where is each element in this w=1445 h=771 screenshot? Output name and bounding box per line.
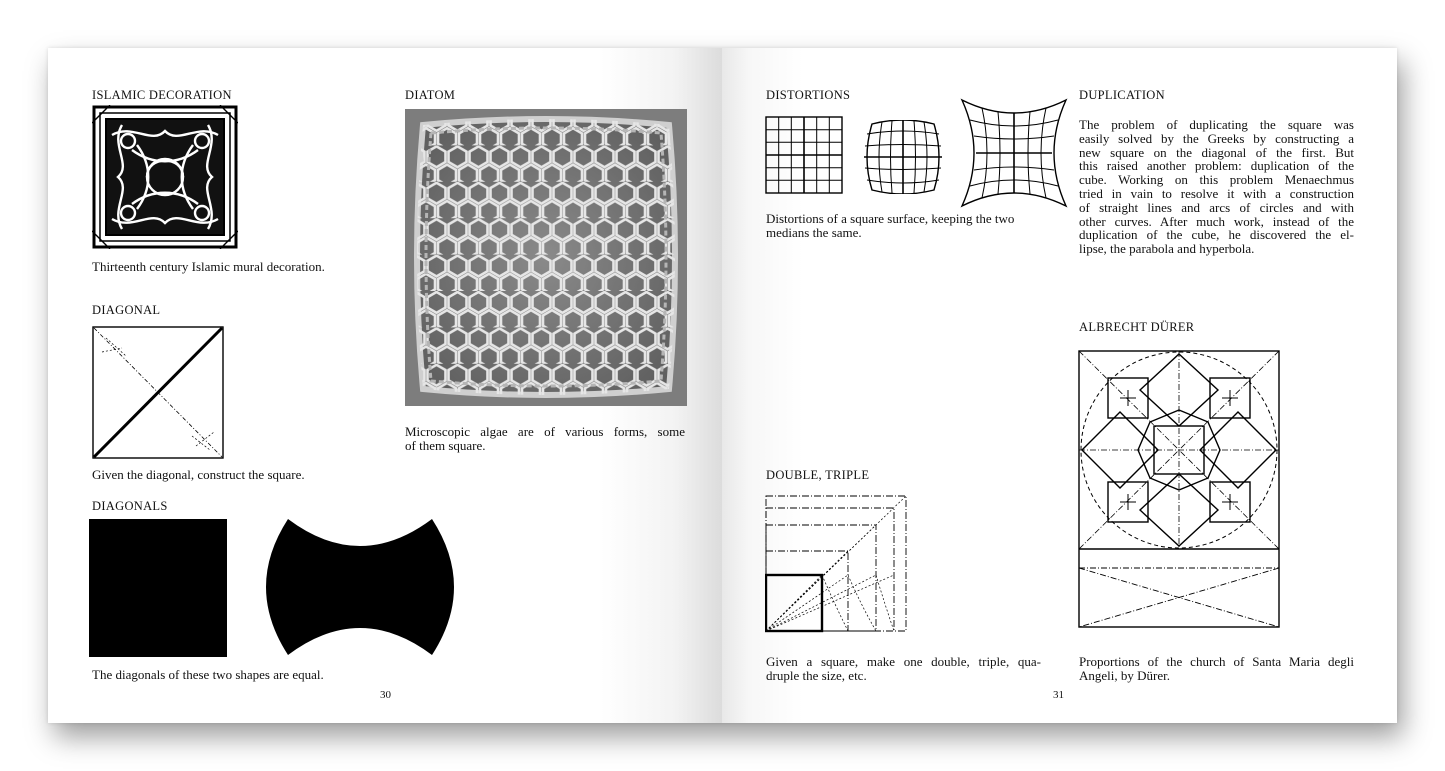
durer-caption-line1: Proportions of the church of Santa Maria degli xyxy=(1079,654,1354,669)
book-spread xyxy=(48,48,1397,723)
distortions-heading: DISTORTIONS xyxy=(766,88,851,102)
diatom-caption-line1: Microscopic algae are of various forms, some xyxy=(405,424,685,439)
duplication-line: this raised another problem: duplication of the xyxy=(1079,158,1354,174)
durer-caption-line2: Angeli, by Dürer. xyxy=(1079,668,1170,683)
double-triple-caption xyxy=(766,655,1041,683)
concave-bow-shape xyxy=(260,517,460,657)
right-page xyxy=(722,48,1397,723)
diagonals-caption: The diagonals of these two shapes are equal. xyxy=(92,667,324,682)
distortions-caption xyxy=(766,212,1046,240)
distortion-convex-grid xyxy=(864,120,942,194)
distortion-concave-grid xyxy=(960,98,1068,208)
diagonal-caption: Given the diagonal, construct the square. xyxy=(92,467,305,482)
islamic-decoration-caption: Thirteenth century Islamic mural decoration. xyxy=(92,259,325,274)
diagonal-illustration xyxy=(92,326,224,460)
duplication-line: tried in vain to resolve it with a construction xyxy=(1079,185,1354,201)
duplication-paragraph xyxy=(1079,118,1354,256)
double-triple-caption-line1: Given a square, make one double, triple, qua- xyxy=(766,654,1041,669)
double-triple-heading: DOUBLE, TRIPLE xyxy=(766,468,870,482)
islamic-decoration-heading: ISLAMIC DECORATION xyxy=(92,88,232,102)
duplication-line: cube. Working on this problem Menaechmus xyxy=(1079,172,1354,188)
duplication-heading: DUPLICATION xyxy=(1079,88,1165,102)
diagonal-heading: DIAGONAL xyxy=(92,303,161,317)
albrecht-durer-heading: ALBRECHT DÜRER xyxy=(1079,320,1195,334)
duplication-line: new square on the diagonal of the first. But xyxy=(1079,144,1354,160)
distortion-regular-grid xyxy=(765,116,843,194)
duplication-line: of straight lines and arcs of circles and with xyxy=(1079,199,1354,215)
left-page xyxy=(48,48,722,723)
islamic-decoration-illustration xyxy=(92,105,238,249)
distortions-caption-line2: medians the same. xyxy=(766,225,862,240)
duplication-line: other curves. After much work, instead of the xyxy=(1079,213,1354,229)
diatom-heading: DIATOM xyxy=(405,88,456,102)
distortions-caption-line1: Distortions of a square surface, keeping the two xyxy=(766,211,1015,226)
duplication-line: lipse, the parabola and hyperbola. xyxy=(1079,241,1255,257)
duplication-line: The problem of duplicating the square was xyxy=(1079,117,1354,132)
page-number-right: 31 xyxy=(1053,689,1064,701)
durer-caption xyxy=(1079,655,1354,683)
page-number-left: 30 xyxy=(380,689,391,701)
duplication-line: duplication of the cube, he discovered the el- xyxy=(1079,227,1354,243)
diatom-photo xyxy=(405,109,687,406)
double-triple-caption-line2: druple the size, etc. xyxy=(766,668,867,683)
diagonals-heading: DIAGONALS xyxy=(92,499,168,513)
diatom-caption-line2: of them square. xyxy=(405,438,486,453)
double-triple-squares-drawing xyxy=(765,495,907,633)
diatom-caption xyxy=(405,425,685,453)
durer-church-proportions-drawing xyxy=(1078,350,1280,628)
duplication-line: easily solved by the Greeks by constructing a xyxy=(1079,130,1354,146)
black-square-shape xyxy=(89,519,227,657)
